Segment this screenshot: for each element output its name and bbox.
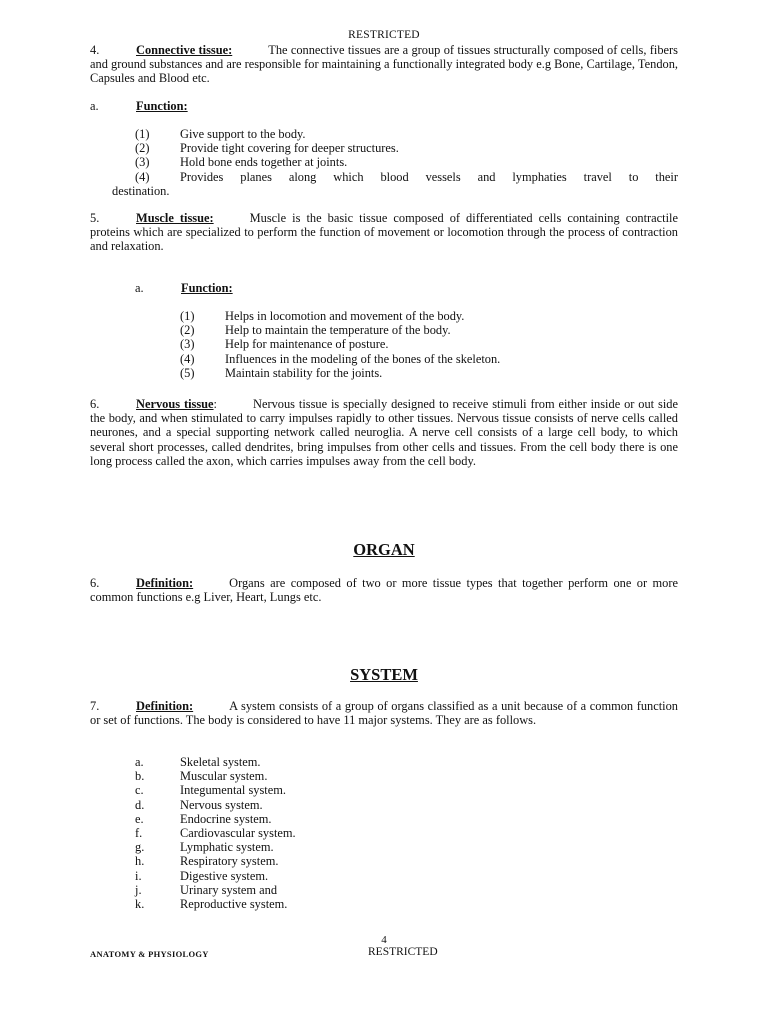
list-item: (3) Help for maintenance of posture. <box>180 337 389 352</box>
footer-course-title: ANATOMY & PHYSIOLOGY <box>90 949 209 959</box>
connective-function-heading <box>90 99 678 113</box>
page-number: 4 <box>381 934 387 946</box>
list-item: a. Skeletal system. <box>135 755 261 769</box>
organ-section <box>90 576 678 604</box>
muscle-function-heading: a. Function: <box>135 281 233 295</box>
header-classification: RESTRICTED <box>348 29 420 41</box>
list-item: c. Integumental system. <box>135 783 286 798</box>
system-heading: SYSTEM <box>350 665 418 684</box>
nervous-tissue-section <box>90 397 678 468</box>
list-item: h. Respiratory system. <box>135 854 279 869</box>
system-list <box>135 755 678 911</box>
system-section <box>90 699 678 727</box>
section-title: Muscle tissue: <box>136 211 214 225</box>
connective-tissue-section <box>90 43 678 86</box>
function-title: Function: <box>181 281 233 295</box>
section-title: Nervous tissue <box>136 397 214 411</box>
list-item: (5) Maintain stability for the joints. <box>180 365 383 380</box>
list-item: (4) Provides planes along which blood vessels and lymphaties travel to their <box>135 169 678 184</box>
function-title: Function: <box>136 99 188 113</box>
list-item: k. Reproductive system. <box>135 897 288 912</box>
function-number: a. <box>90 99 99 113</box>
section-body: A system consists of a group of organs classified as a unit because of a common function or set of functions. The body is considered to have 11 major systems. They are as follows. <box>90 699 678 728</box>
list-item-continuation: destination. <box>112 184 170 198</box>
list-item: j. Urinary system and <box>135 882 278 897</box>
section-body: The connective tissues are a group of tissues structurally composed of cells, fibers and ground substances and are responsible for maintaining a functionally integrated body e.g Bone, Cartilage, Tendon, Capsules and Blood etc. <box>90 43 678 86</box>
list-item: (2) Provide tight covering for deeper structures. <box>135 141 399 156</box>
list-item: f. Cardiovascular system. <box>135 826 296 841</box>
section-number: 4. <box>90 43 100 57</box>
system-paragraph: 7. Definition: A system consists of a group of organs classified as a unit because of a common function or set of functions. The body is considered to have 11 major systems. They are as follows. <box>90 699 678 728</box>
section-body: Nervous tissue is specially designed to receive stimuli from either inside or out side the body, and when stimulated to carry impulses rapidly to other tissues. Nervous tissue consists of nerve cells called neurones, and a special supporting network called neuroglia. A nerve cell consists of a large cell body, to which several short processes, called dendrites, bring impulses from other cells and tissues. From the cell body there is one long process called the axon, which carries impulses away from the cell body. <box>90 397 678 468</box>
list-item: d. Nervous system. <box>135 797 263 812</box>
section-title: Definition: <box>136 699 194 713</box>
list-item: (3) Hold bone ends together at joints. <box>135 155 348 170</box>
section-body: Muscle is the basic tissue composed of differentiated cells containing contractile proteins which are specialized to perform the function of movement or locomotion through the process of contraction and relaxation. <box>90 211 678 254</box>
footer-classification: RESTRICTED <box>368 946 438 958</box>
list-item: (4) Influences in the modeling of the bones of the skeleton. <box>180 351 501 366</box>
muscle-tissue-section <box>90 211 678 254</box>
connective-function-list <box>135 127 678 184</box>
nervous-tissue-paragraph: 6. Nervous tissue: Nervous tissue is specially designed to receive stimuli from either inside or out side the body, and when stimulated to carry impulses rapidly to other tissues. Nervous tissue consists of nerve cells called neurones, and a special supporting network called neuroglia. A nerve cell consists of a large cell body, to which several short processes, called dendrites, bring impulses from other cells and tissues. From the cell body there is one long process called the axon, which carries impulses away from the cell body. <box>90 397 678 468</box>
list-item: i. Digestive system. <box>135 868 269 883</box>
list-item: b. Muscular system. <box>135 769 268 784</box>
muscle-tissue-paragraph: 5. Muscle tissue: Muscle is the basic tissue composed of differentiated cells containing contractile proteins which are specialized to perform the function of movement or locomotion through the process of contraction and relaxation. <box>90 211 678 254</box>
muscle-function-list <box>180 309 678 380</box>
section-title: Connective tissue: <box>136 43 233 57</box>
organ-heading: ORGAN <box>353 540 415 559</box>
section-body: Organs are composed of two or more tissue types that together perform one or more common functions e.g Liver, Heart, Lungs etc. <box>90 576 678 605</box>
organ-paragraph: 6. Definition: Organs are composed of two or more tissue types that together perform one or more common functions e.g Liver, Heart, Lungs etc. <box>90 576 678 605</box>
section-title: Definition: <box>136 576 194 590</box>
list-item: (1) Give support to the body. <box>135 127 306 141</box>
list-item: e. Endocrine system. <box>135 811 272 826</box>
list-item: g. Lymphatic system. <box>135 840 274 855</box>
list-item: (2) Help to maintain the temperature of the body. <box>180 323 451 338</box>
connective-tissue-paragraph <box>90 43 678 86</box>
list-item: (1) Helps in locomotion and movement of the body. <box>180 309 465 323</box>
